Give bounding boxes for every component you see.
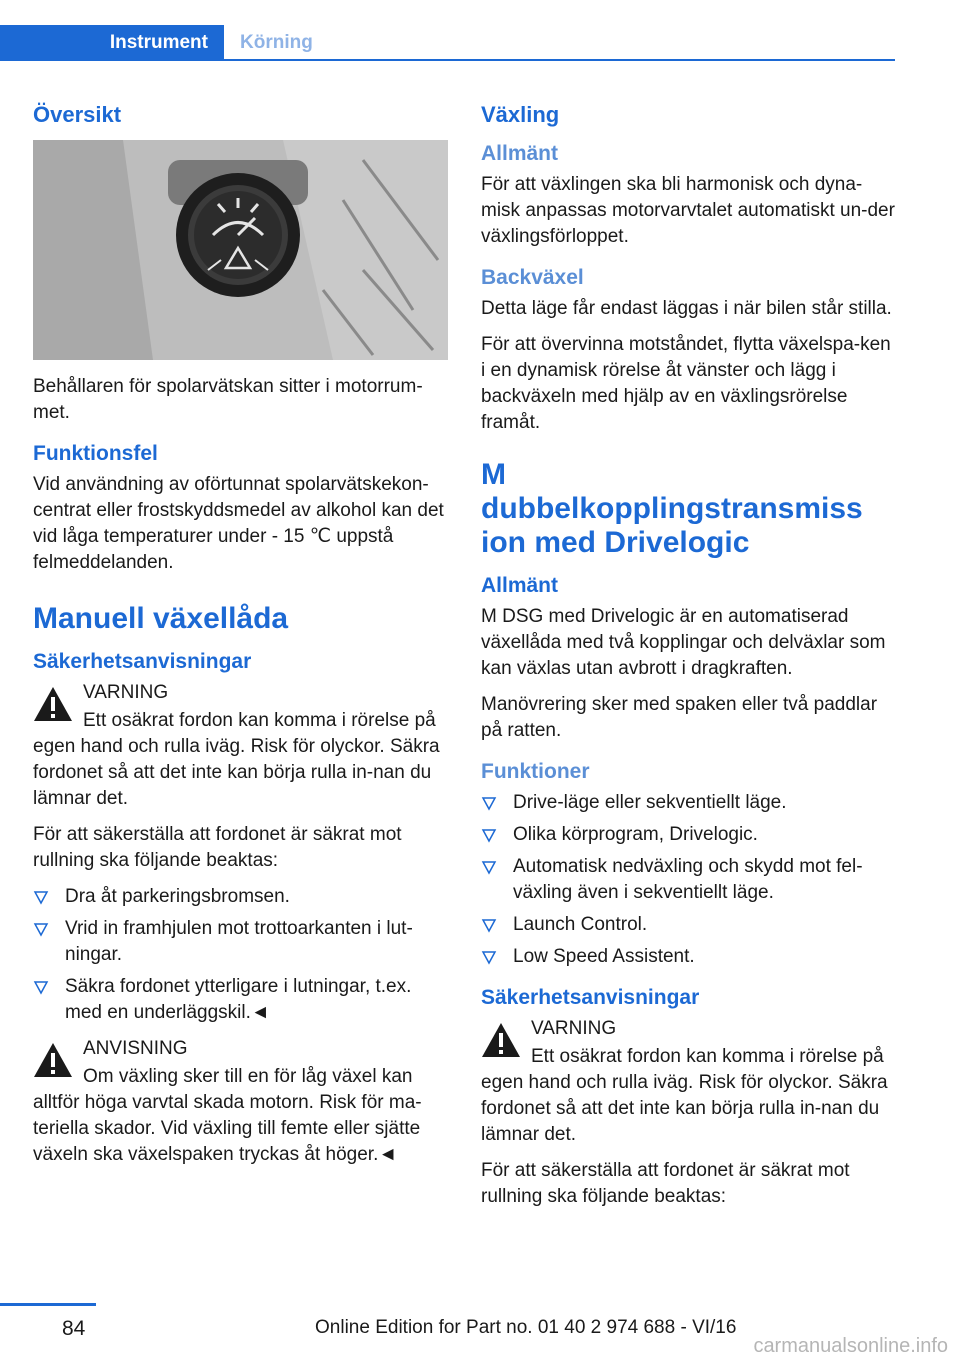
backvaxel-text-2: För att övervinna motståndet, flytta växelspa-ken i en dynamisk rörelse åt vänster och lägg i backväxeln med hjälp av en växlingsrörelse framåt. <box>481 334 891 433</box>
list-item <box>33 974 448 1026</box>
parking-bullets <box>33 884 448 1026</box>
list-item-text: Low Speed Assistent. <box>513 946 695 967</box>
heading-funktioner: Funktioner <box>481 760 590 783</box>
warning-title-2: VARNING <box>531 1018 617 1039</box>
list-item <box>481 822 896 848</box>
photo-caption: Behållaren för spolarvätskan sitter i motorrum-met. <box>33 376 423 423</box>
list-item-text: Olika körprogram, Drivelogic. <box>513 824 758 845</box>
tab-korning[interactable]: Körning <box>240 32 313 53</box>
triangle-bullet-icon <box>481 795 497 811</box>
triangle-bullet-icon <box>481 859 497 875</box>
heading-backvaxel: Backväxel <box>481 266 584 289</box>
left-column <box>33 100 448 1178</box>
watermark: carmanualsonline.info <box>753 1335 948 1357</box>
right-column <box>481 100 896 1220</box>
warning-block-2 <box>481 1016 896 1064</box>
list-item <box>481 944 896 970</box>
list-item-text: Drive-läge eller sekventiellt läge. <box>513 792 787 813</box>
warning-triangle-icon <box>481 1022 521 1058</box>
warning-triangle-icon <box>33 686 73 722</box>
triangle-bullet-icon <box>33 889 49 905</box>
list-item <box>481 854 896 906</box>
heading-allmant-2: Allmänt <box>481 574 559 597</box>
heading-allmant: Allmänt <box>481 142 559 165</box>
list-item <box>33 884 448 910</box>
warning-block <box>33 680 448 728</box>
triangle-bullet-icon <box>481 917 497 933</box>
list-item-text: Vrid in framhjulen mot trottoarkanten i lut-ningar. <box>65 918 413 965</box>
list-item <box>33 916 448 968</box>
allmant-2-text-2: Manövrering sker med spaken eller två paddlar på ratten. <box>481 694 878 741</box>
allmant-2-text-1: M DSG med Drivelogic är en automatiserad växellåda med två kopplingar och delväxlar som kan växlas utan avbrott i dragkraften. <box>481 606 886 679</box>
heading-sakerhetsanvisningar: Säkerhetsanvisningar <box>33 650 252 673</box>
triangle-bullet-icon <box>33 979 49 995</box>
warning-triangle-icon <box>33 1042 73 1078</box>
heading-m-dubbelkoppling: M dubbelkopplingstransmiss ion med Drivelogic <box>481 458 863 559</box>
backvaxel-text-1: Detta läge får endast läggas i när bilen står stilla. <box>481 298 892 319</box>
list-item-text: Säkra fordonet ytterligare i lutningar, t.ex. med en underläggskil.◄ <box>65 976 412 1023</box>
list-item <box>481 790 896 816</box>
header-bar <box>0 25 895 61</box>
tab-instrument[interactable]: Instrument <box>0 25 224 61</box>
washer-reservoir-photo <box>33 140 448 360</box>
heading-vaxling: Växling <box>481 102 560 127</box>
header-divider <box>0 59 895 61</box>
list-item-text: Automatisk nedväxling och skydd mot fel-växling även i sekventiellt läge. <box>513 856 863 903</box>
note-title: ANVISNING <box>83 1038 188 1059</box>
list-item-text: Dra åt parkeringsbromsen. <box>65 886 290 907</box>
list-item-text: Launch Control. <box>513 914 648 935</box>
page-number: 84 <box>62 1317 86 1340</box>
list-item <box>481 912 896 938</box>
warning-follow-text: För att säkerställa att fordonet är säkrat mot rullning ska följande beaktas: <box>33 824 402 871</box>
funktionsfel-text: Vid användning av oförtunnat spolarvätskekon-centrat eller frostskyddsmedel av alkohol kan det vid låga temperaturer under - 15 ℃ uppstå felmeddelanden. <box>33 474 444 573</box>
warning-follow-text-2: För att säkerställa att fordonet är säkrat mot rullning ska följande beaktas: <box>481 1160 850 1207</box>
footer-divider <box>0 1303 96 1306</box>
heading-oversikt: Översikt <box>33 102 122 127</box>
heading-manuell-vaxellada: Manuell växellåda <box>33 602 289 635</box>
washer-cap-illustration <box>33 140 448 360</box>
note-text: Om växling sker till en för låg växel kan alltför höga varvtal skada motorn. Risk för ma-teriella skador. Vid växling till femte eller sjätte växeln ska växelspaken tryckas åt höger.◄ <box>33 1066 422 1165</box>
warning-title: VARNING <box>83 682 169 703</box>
triangle-bullet-icon <box>481 949 497 965</box>
warning-text: Ett osäkrat fordon kan komma i rörelse på egen hand och rulla iväg. Risk för olyckor. Säkra fordonet så att det inte kan börja rulla in-nan du lämnar det. <box>33 710 440 809</box>
heading-funktionsfel: Funktionsfel <box>33 442 158 465</box>
triangle-bullet-icon <box>33 921 49 937</box>
heading-sakerhetsanvisningar-2: Säkerhetsanvisningar <box>481 986 700 1009</box>
funktioner-bullets <box>481 790 896 970</box>
triangle-bullet-icon <box>481 827 497 843</box>
edition-text: Online Edition for Part no. 01 40 2 974 688 - VI/16 <box>315 1317 737 1338</box>
allmant-text: För att växlingen ska bli harmonisk och dyna-misk anpassas motorvarvtalet automatiskt un-der växlingsförloppet. <box>481 174 895 247</box>
warning-text-2: Ett osäkrat fordon kan komma i rörelse på egen hand och rulla iväg. Risk för olyckor. Säkra fordonet så att det inte kan börja rulla in-nan du lämnar det. <box>481 1046 888 1145</box>
note-block <box>33 1036 448 1084</box>
